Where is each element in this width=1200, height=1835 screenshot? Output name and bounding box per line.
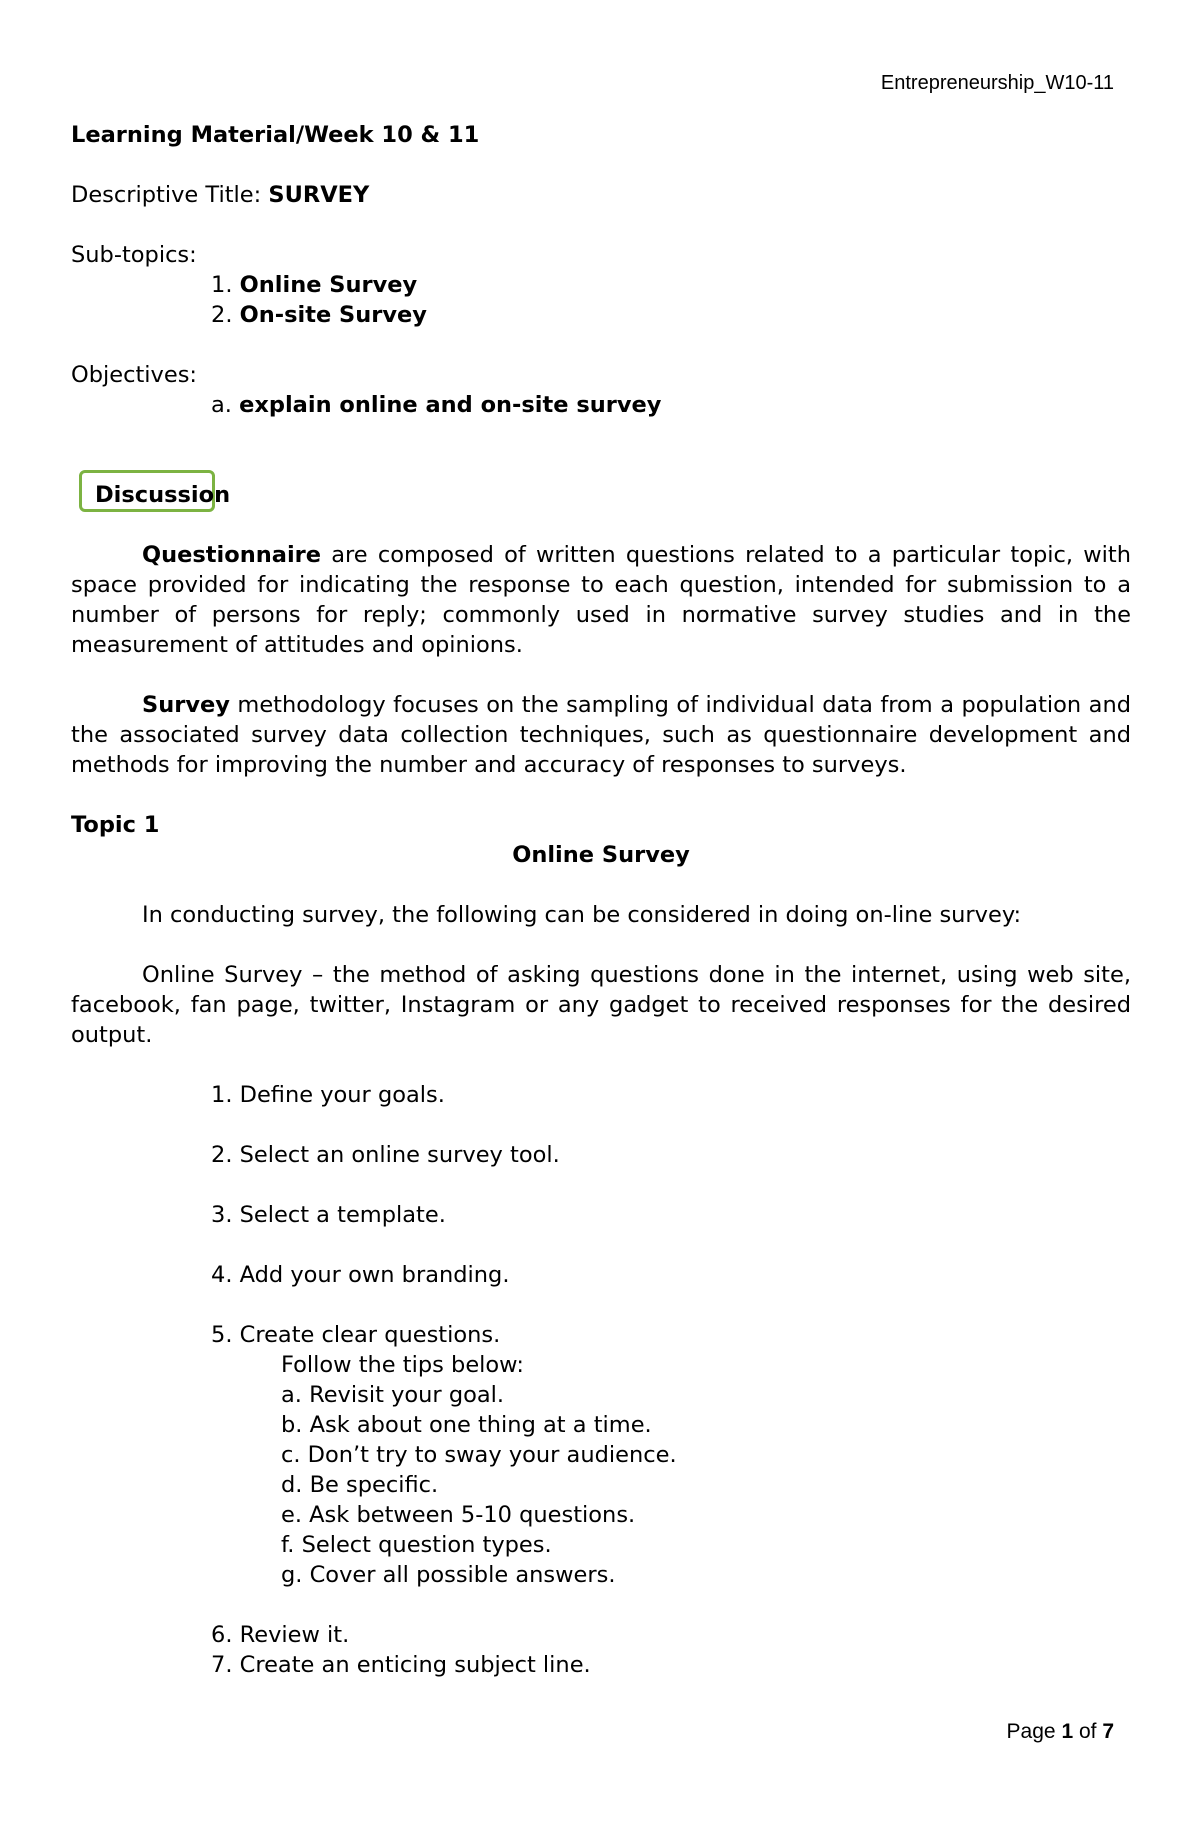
objective-item: a. explain online and on-site survey <box>211 392 662 418</box>
tip-item: g. Cover all possible answers. <box>281 1562 616 1588</box>
tip-item: b. Ask about one thing at a time. <box>281 1412 652 1438</box>
document-body <box>71 120 1131 1680</box>
questionnaire-term: Questionnaire <box>142 542 322 568</box>
tips-intro: Follow the tips below: <box>281 1352 524 1378</box>
page-header: Entrepreneurship_W10-11 <box>880 72 1114 94</box>
tip-item: d. Be specific. <box>281 1472 439 1498</box>
step-item: 7. Create an enticing subject line. <box>211 1652 591 1678</box>
tip-item: e. Ask between 5-10 questions. <box>281 1502 636 1528</box>
step-item: 5. Create clear questions. <box>211 1322 501 1348</box>
step-item: 4. Add your own branding. <box>211 1262 510 1288</box>
tip-item: c. Don’t try to sway your audience. <box>281 1442 677 1468</box>
topic-label: Topic 1 <box>71 812 160 838</box>
subtopics-label: Sub-topics: <box>71 242 197 268</box>
descriptive-title: Descriptive Title: SURVEY <box>71 182 370 208</box>
tip-item: a. Revisit your goal. <box>281 1382 505 1408</box>
definition-paragraph: Online Survey – the method of asking questions done in the internet, using web site, facebook, fan page, twitter, Instagram or any gadget to received responses for the desired output. <box>71 962 1131 1048</box>
survey-paragraph: Survey methodology focuses on the sampling of individual data from a population and the associated survey data collection techniques, such as questionnaire development and methods for improving the number and accuracy of responses to surveys. <box>71 692 1131 778</box>
survey-term: Survey <box>142 692 230 718</box>
page-number: 1 <box>1061 1720 1074 1743</box>
intro-paragraph: In conducting survey, the following can be considered in doing on-line survey: <box>142 902 1022 928</box>
step-item: 3. Select a template. <box>211 1202 446 1228</box>
step-item: 2. Select an online survey tool. <box>211 1142 560 1168</box>
objectives-label: Objectives: <box>71 362 197 388</box>
questionnaire-paragraph: Questionnaire are composed of written questions related to a particular topic, with space provided for indicating the response to each question, intended for submission to a number of persons for reply; commonly used in normative survey studies and in the measurement of attitudes and opinions. <box>71 542 1131 658</box>
document-title: Learning Material/Week 10 & 11 <box>71 122 480 148</box>
page-total: 7 <box>1102 1720 1114 1743</box>
discussion-label: Discussion <box>95 482 231 508</box>
subtopic-item: 2. On-site Survey <box>211 302 427 328</box>
page-footer: Page 1 of 7 <box>1006 1720 1114 1743</box>
descriptive-title-value: SURVEY <box>268 182 370 208</box>
tip-item: f. Select question types. <box>281 1532 552 1558</box>
step-item: 1. Define your goals. <box>211 1082 445 1108</box>
subtopic-item: 1. Online Survey <box>211 272 418 298</box>
topic-title: Online Survey <box>512 842 690 868</box>
discussion-heading <box>79 480 1131 510</box>
step-item: 6. Review it. <box>211 1622 350 1648</box>
